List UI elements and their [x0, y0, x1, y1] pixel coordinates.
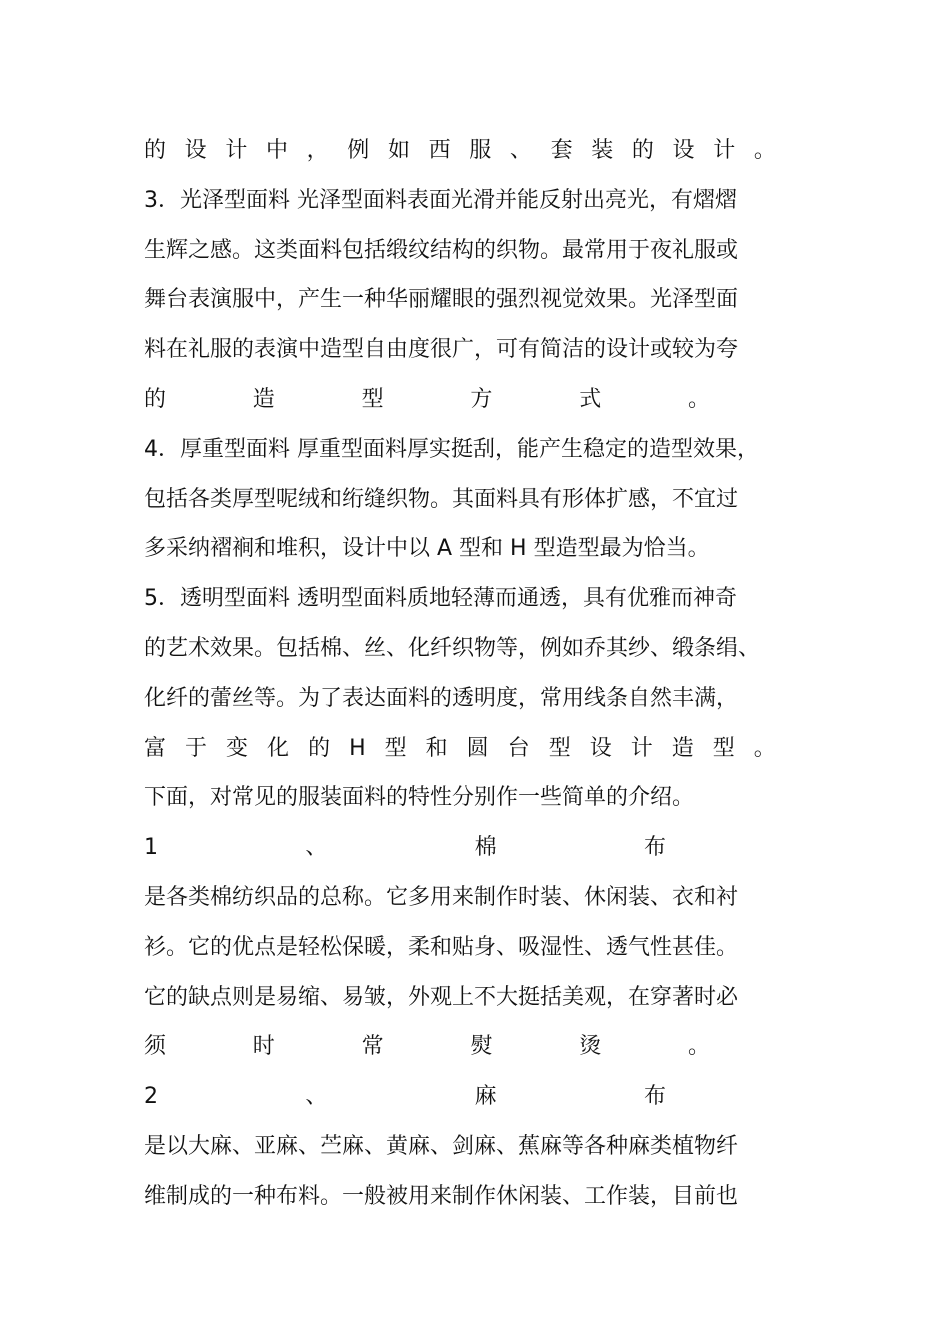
text-line: 生辉之感。这类面料包括缎纹结构的织物。最常用于夜礼服或: [144, 237, 739, 263]
line-glyph: ，: [306, 138, 329, 163]
line-glyph: 西: [428, 138, 451, 163]
text-line: 舞台表演服中，产生一种华丽耀眼的强烈视觉效果。光泽型面: [144, 287, 739, 313]
line-glyph: 。: [753, 735, 776, 761]
line-glyph: 中: [265, 138, 288, 163]
line-glyph: 时: [252, 1034, 275, 1060]
line-glyph: 1: [144, 835, 158, 861]
line-glyph: 方: [470, 386, 493, 412]
line-glyph: 常: [361, 1034, 384, 1060]
text-line: 是以大麻、亚麻、苎麻、黄麻、剑麻、蕉麻等各种麻类植物纤: [144, 1133, 739, 1159]
line-glyph: 的: [144, 138, 167, 163]
line-glyph: 变: [226, 735, 249, 761]
line-glyph: 圆: [466, 735, 489, 761]
text-line: 是各类棉纺织品的总称。它多用来制作时装、休闲装、衣和衬: [144, 884, 739, 910]
text-line: [144, 126, 776, 176]
text-line: 5．透明型面料 透明型面料质地轻薄而通透，具有优雅而神奇: [144, 586, 737, 612]
line-glyph: 型: [384, 735, 407, 761]
line-glyph: 设: [672, 138, 695, 163]
line-glyph: 富: [144, 735, 167, 761]
line-glyph: 设: [589, 735, 612, 761]
text-line: 3．光泽型面料 光泽型面料表面光滑并能反射出亮光，有熠熠: [144, 187, 737, 213]
text-line: [144, 1072, 666, 1122]
line-glyph: 型: [361, 386, 384, 412]
text-line: 4．厚重型面料 厚重型面料厚实挺刮，能产生稳定的造型效果，: [144, 436, 759, 462]
line-glyph: 计: [225, 138, 248, 163]
text-line: [144, 375, 710, 425]
text-line: 化纤的蕾丝等。为了表达面料的透明度，常用线条自然丰满，: [144, 685, 739, 711]
line-glyph: H: [349, 735, 366, 761]
text-line: [144, 1022, 710, 1072]
line-glyph: 2: [144, 1084, 158, 1110]
line-glyph: 、: [305, 1084, 328, 1110]
line-glyph: 。: [753, 138, 776, 163]
text-line: 包括各类厚型呢绒和绗缝织物。其面料具有形体扩感，不宜过: [144, 486, 739, 512]
line-glyph: 于: [185, 735, 208, 761]
line-glyph: 型: [548, 735, 571, 761]
text-line: 它的缺点则是易缩、易皱，外观上不大挺括美观，在穿著时必: [144, 984, 739, 1010]
line-glyph: 例: [347, 138, 370, 163]
line-glyph: 布: [643, 835, 666, 861]
line-glyph: 造: [671, 735, 694, 761]
line-glyph: 须: [144, 1034, 167, 1060]
line-glyph: 和: [425, 735, 448, 761]
line-glyph: 、: [305, 835, 328, 861]
line-glyph: 的: [144, 386, 167, 412]
line-glyph: 设: [184, 138, 207, 163]
document-body: [144, 126, 808, 1222]
line-glyph: 的: [308, 735, 331, 761]
line-glyph: 的: [631, 138, 654, 163]
text-line: 维制成的一种布料。一般被用来制作休闲装、工作装，目前也: [144, 1183, 739, 1209]
line-glyph: 装: [591, 138, 614, 163]
line-glyph: 、: [509, 138, 532, 163]
text-line: 多采纳褶裥和堆积，设计中以 A 型和 H 型造型最为恰当。: [144, 536, 710, 562]
line-glyph: 布: [643, 1084, 666, 1110]
line-glyph: 型: [712, 735, 735, 761]
line-glyph: 计: [630, 735, 653, 761]
line-glyph: 化: [267, 735, 290, 761]
line-glyph: 套: [550, 138, 573, 163]
line-glyph: 台: [507, 735, 530, 761]
line-glyph: 如: [387, 138, 410, 163]
text-line: [144, 823, 666, 873]
line-glyph: 造: [252, 386, 275, 412]
line-glyph: 。: [687, 1034, 710, 1060]
text-line: 下面，对常见的服装面料的特性分别作一些简单的介绍。: [144, 785, 695, 811]
text-line: 料在礼服的表演中造型自由度很广，可有简洁的设计或较为夸: [144, 337, 739, 363]
line-glyph: 烫: [579, 1034, 602, 1060]
text-line: 衫。它的优点是轻松保暖，柔和贴身、吸湿性、透气性甚佳。: [144, 934, 739, 960]
text-line: [144, 724, 776, 774]
line-glyph: 式: [579, 386, 602, 412]
line-glyph: 。: [687, 386, 710, 412]
line-glyph: 计: [713, 138, 736, 163]
line-glyph: 服: [469, 138, 492, 163]
line-glyph: 棉: [474, 835, 497, 861]
line-glyph: 麻: [474, 1084, 497, 1110]
text-line: 的艺术效果。包括棉、丝、化纤织物等，例如乔其纱、缎条绢、: [144, 635, 761, 661]
line-glyph: 熨: [470, 1034, 493, 1060]
